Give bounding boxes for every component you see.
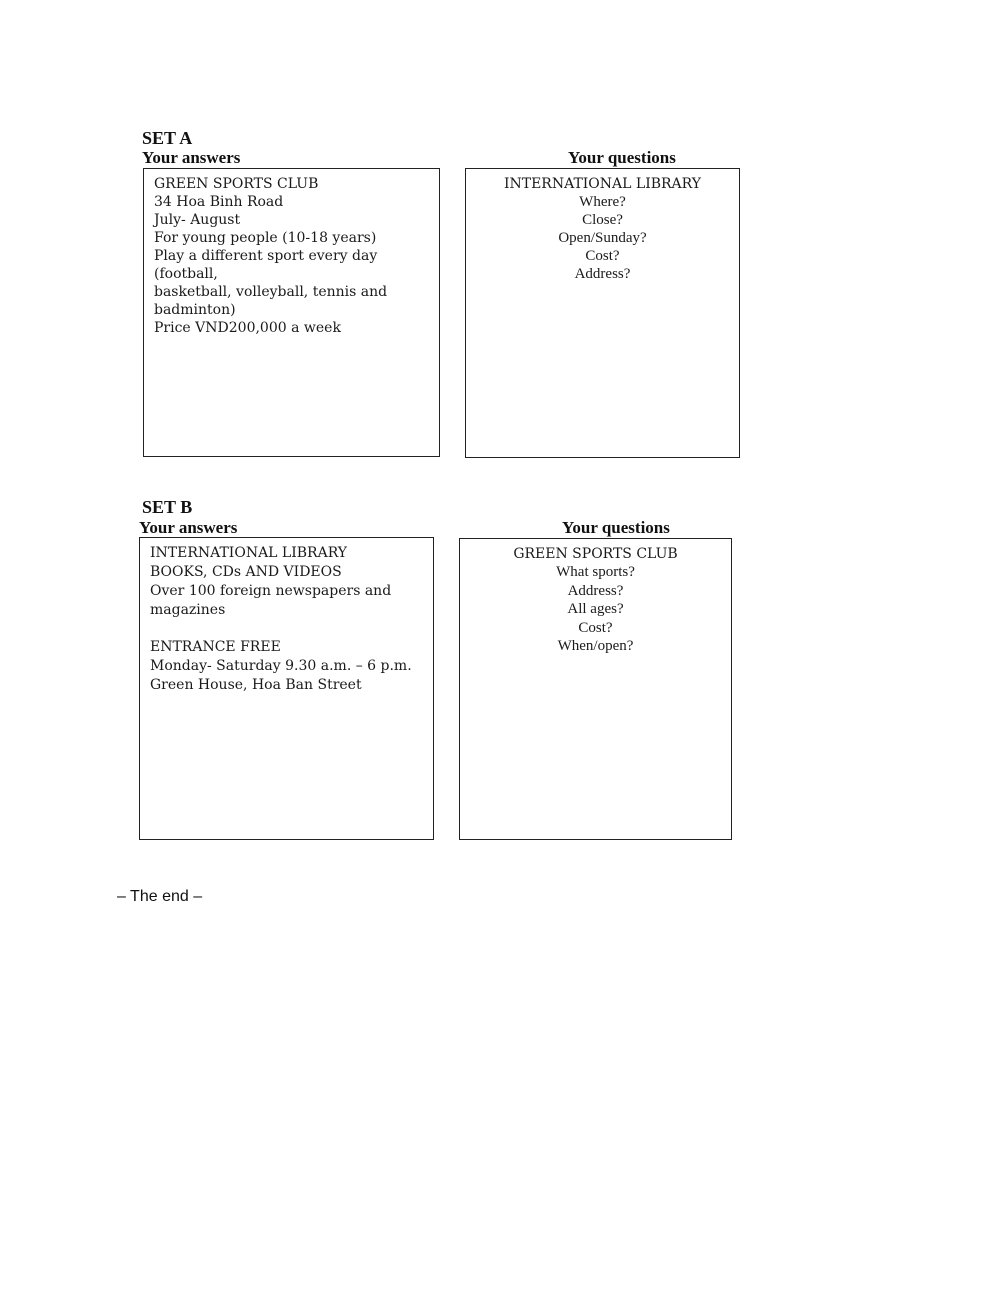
set-b-questions-title: GREEN SPORTS CLUB — [513, 546, 678, 562]
paragraph-gap — [150, 620, 425, 638]
set-b-questions-box — [459, 538, 732, 840]
set-a-answers-heading: Your answers — [142, 148, 241, 167]
set-a-answer-line: basketball, volleyball, tennis and — [154, 284, 388, 300]
set-b-answer-line: INTERNATIONAL LIBRARY — [150, 545, 348, 561]
set-b-answer-line: Over 100 foreign newspapers and — [150, 583, 392, 599]
set-a-title: SET A — [142, 128, 193, 148]
set-a-questions-heading: Your questions — [568, 148, 676, 167]
set-a-answer-line: For young people (10-18 years) — [154, 230, 377, 246]
set-b-title: SET B — [142, 497, 193, 517]
set-b-answers-box — [139, 537, 434, 840]
set-b-question-item: Address? — [567, 582, 624, 599]
set-a-answers-box — [143, 168, 440, 457]
set-b-answer-line: Green House, Hoa Ban Street — [150, 677, 362, 693]
set-a-questions-box — [465, 168, 740, 458]
set-a-answer-line: July- August — [154, 212, 241, 228]
set-b-question-item: Cost? — [578, 619, 613, 636]
set-a-question-item: Address? — [574, 266, 631, 282]
set-b-answer-line: BOOKS, CDs AND VIDEOS — [150, 564, 342, 580]
set-b-answers-heading: Your answers — [139, 518, 238, 537]
set-b-questions-heading: Your questions — [562, 518, 670, 537]
the-end-text: – The end – — [117, 888, 203, 905]
set-b-answer-line: Monday- Saturday 9.30 a.m. – 6 p.m. — [150, 658, 412, 674]
set-a-questions-title: INTERNATIONAL LIBRARY — [503, 176, 702, 192]
set-a-answer-line: Price VND200,000 a week — [154, 320, 341, 336]
set-a-answer-line: 34 Hoa Binh Road — [154, 194, 284, 210]
set-b-question-item: What sports? — [556, 564, 635, 580]
set-a-question-item: Close? — [582, 212, 623, 228]
set-b-answer-line: ENTRANCE FREE — [150, 639, 281, 655]
set-b-question-item: When/open? — [557, 638, 634, 654]
set-a-question-item: Where? — [579, 194, 626, 210]
set-a-answer-line: Play a different sport every day (football, — [154, 248, 382, 282]
set-b-question-item: All ages? — [567, 601, 624, 617]
set-a-answer-line: GREEN SPORTS CLUB — [154, 176, 319, 192]
set-a-answer-line: badminton) — [154, 302, 236, 318]
set-b-answer-line: magazines — [150, 602, 226, 618]
set-a-question-item: Cost? — [585, 248, 620, 264]
set-a-question-item: Open/Sunday? — [558, 230, 647, 246]
